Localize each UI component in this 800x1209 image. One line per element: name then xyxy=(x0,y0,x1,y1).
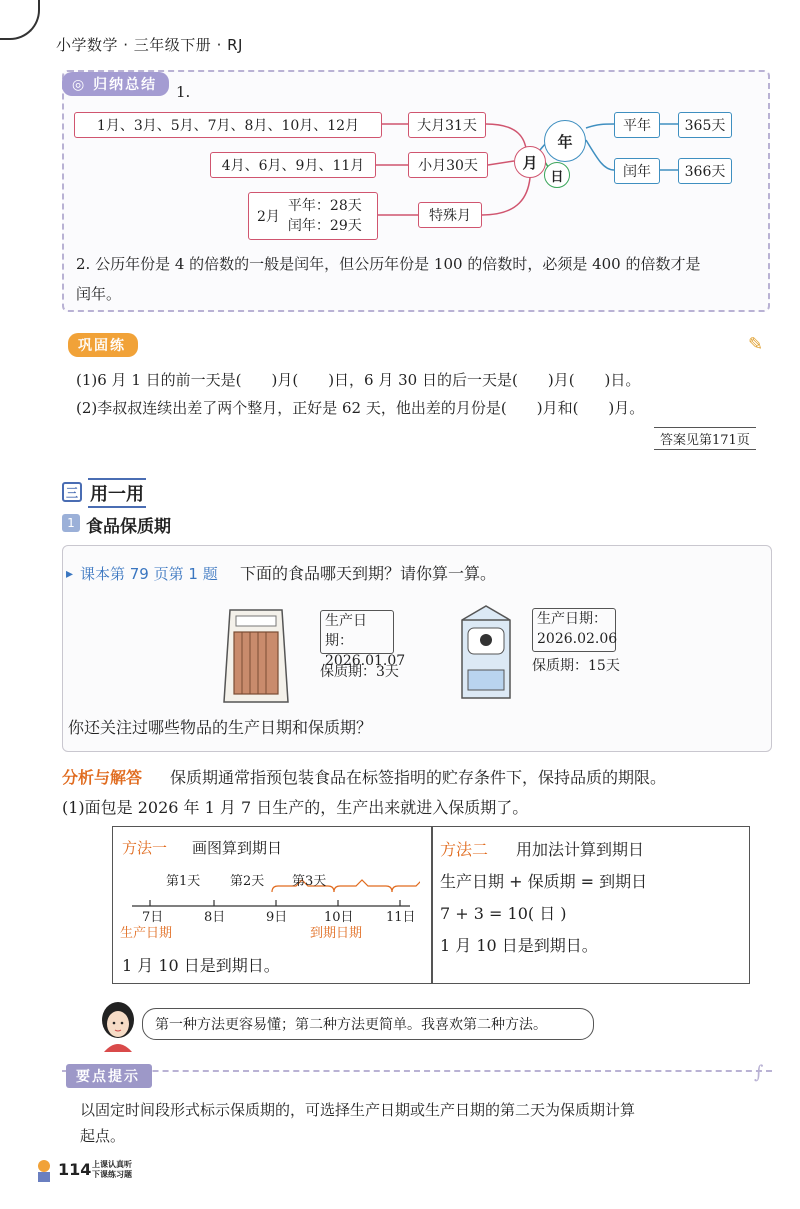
analysis-intro: 保质期通常指预包装食品在标签指明的贮存条件下，保持品质的期限。 xyxy=(170,768,667,787)
speech-text: 第一种方法更容易懂；第二种方法更简单。我喜欢第二种方法。 xyxy=(155,1017,547,1033)
bread-shelf-life: 保质期：3天 xyxy=(320,664,399,680)
footer-slogan-line2: 下课练习题 xyxy=(92,1170,132,1179)
year-node: 年 xyxy=(544,120,586,162)
big-months-box: 1月、3月、5月、7月、8月、10月、12月 xyxy=(74,112,382,138)
method2-formula: 生产日期 + 保质期 = 到期日 xyxy=(440,872,648,891)
tick-label: 7日 xyxy=(142,910,164,925)
february-common-year: 平年：28天 xyxy=(287,198,362,214)
section-title: 用一用 xyxy=(88,478,146,508)
method2-calculation: 7 + 3 = 10( 日 ) xyxy=(440,904,567,923)
milk-production-date: 2026.02.06 xyxy=(537,631,618,647)
analysis-part1: (1)面包是 2026 年 1 月 7 日生产的，生产出来就进入保质期了。 xyxy=(62,798,529,817)
followup-question: 你还关注过哪些物品的生产日期和保质期？ xyxy=(68,718,373,737)
method2-result: 1 月 10 日是到期日。 xyxy=(440,936,598,955)
common-year-box: 平年 xyxy=(614,112,660,138)
february-leap-year: 闰年：29天 xyxy=(287,218,362,234)
expiration-date-caption: 到期日期 xyxy=(310,926,363,941)
book-title: 小学数学 · 三年级下册 · RJ xyxy=(56,36,243,54)
leap-year-box: 闰年 xyxy=(614,158,660,184)
special-month-label: 特殊月 xyxy=(418,202,482,228)
footer-slogan-line1: 上课认真听 xyxy=(92,1160,132,1169)
february-label: 2月 xyxy=(257,209,280,225)
speech-bubble xyxy=(142,1008,594,1040)
method1-label: 方法一 xyxy=(122,839,168,857)
summary-item1-number: 1. xyxy=(176,83,191,101)
tick-label: 9日 xyxy=(266,910,288,925)
tick-label: 11日 xyxy=(386,910,416,925)
method2-label: 方法二 xyxy=(440,840,489,859)
page-number: 114 xyxy=(58,1160,92,1179)
production-date-caption: 生产日期 xyxy=(120,926,173,941)
textbook-ref-arrow-icon: ▸ xyxy=(66,566,74,582)
bread-illustration xyxy=(216,602,296,706)
tip-line2: 起点。 xyxy=(80,1127,126,1145)
problem-question: 下面的食品哪天到期？请你算一算。 xyxy=(240,564,497,583)
footer-slogan xyxy=(92,1160,132,1180)
bread-label-box xyxy=(320,610,406,669)
section-number-icon: 三 xyxy=(62,482,82,502)
tip-tag: 要点提示 xyxy=(66,1064,152,1088)
common-year-days: 365天 xyxy=(678,112,732,138)
practice-question-2: (2)李叔叔连续出差了两个整月，正好是 62 天，他出差的月份是( )月和( )月。 xyxy=(76,399,645,417)
day3-label: 第3天 xyxy=(292,874,327,889)
answer-reference[interactable]: 答案见第171页 xyxy=(654,427,756,450)
small-month-label: 小月30天 xyxy=(408,152,488,178)
squiggle-decoration-icon: ∫ xyxy=(754,1062,764,1083)
milk-shelf-life: 保质期：15天 xyxy=(532,658,620,674)
method1-result: 1 月 10 日是到期日。 xyxy=(122,956,280,975)
tip-line1: 以固定时间段形式标示保质期的，可选择生产日期或生产日期的第二天为保质期计算 xyxy=(80,1101,636,1119)
footer-mascot-icon xyxy=(34,1158,54,1182)
day-node: 日 xyxy=(544,162,570,188)
method1-title: 画图算到期日 xyxy=(192,839,283,857)
pencil-icon: ✎ xyxy=(748,334,764,355)
small-months-box: 4月、6月、9月、11月 xyxy=(210,152,376,178)
practice-question-1: (1)6 月 1 日的前一天是( )月( )日，6 月 30 日的后一天是( )月( )日。 xyxy=(76,371,641,389)
leap-year-days: 366天 xyxy=(678,158,732,184)
bread-production-date: 2026.01.07 xyxy=(325,653,406,669)
day1-label: 第1天 xyxy=(166,874,201,889)
day2-label: 第2天 xyxy=(230,874,265,889)
month-node: 月 xyxy=(514,146,546,178)
summary-item2-line1: 2. 公历年份是 4 的倍数的一般是闰年，但公历年份是 100 的倍数时，必须是 400 的倍数才是 xyxy=(76,255,701,273)
student-avatar xyxy=(96,996,140,1052)
analysis-label: 分析与解答 xyxy=(62,768,143,787)
milk-label-box xyxy=(532,608,616,652)
practice-tag: 巩固练 xyxy=(68,333,138,357)
february-box xyxy=(248,192,378,240)
summary-tag-icon: ◎ xyxy=(72,77,94,93)
method2-title: 用加法计算到期日 xyxy=(516,840,645,859)
tick-label: 10日 xyxy=(324,910,354,925)
subsection-number-icon: 1 xyxy=(62,514,80,532)
textbook-reference: 课本第 79 页第 1 题 xyxy=(80,565,218,583)
milk-production-label: 生产日期： xyxy=(537,611,607,627)
methods-divider xyxy=(431,827,433,983)
big-month-label: 大月31天 xyxy=(408,112,486,138)
bread-production-label: 生产日期： xyxy=(325,613,367,649)
tick-label: 8日 xyxy=(204,910,226,925)
summary-item2-line2: 闰年。 xyxy=(76,285,122,303)
milk-carton-illustration xyxy=(456,600,516,704)
summary-tag: ◎ 归纳总结 xyxy=(62,72,169,96)
subsection-title: 食品保质期 xyxy=(86,517,171,537)
